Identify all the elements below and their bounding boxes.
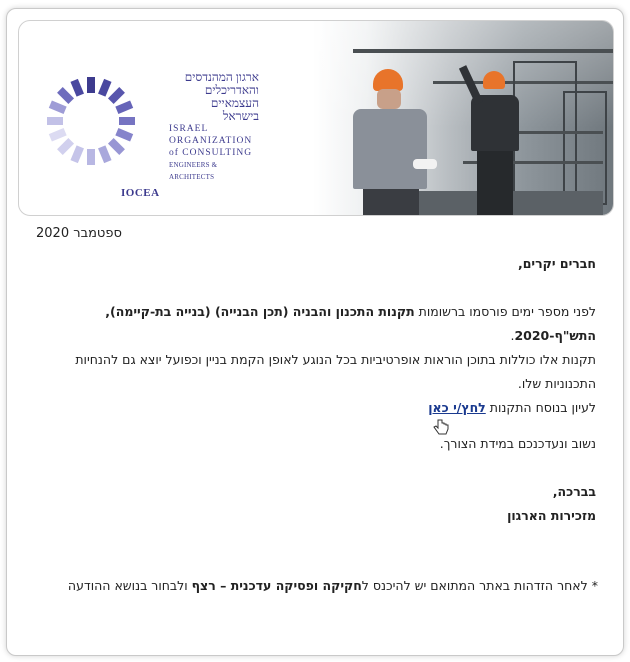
greeting: חברים יקרים, (517, 256, 596, 271)
logo-hebrew-line: ארגון המהנדסים (184, 70, 259, 84)
paragraph-text: לפני מספר ימים פורסמו ברשומות (414, 304, 596, 319)
paragraph-text: . (510, 328, 515, 343)
signoff-sender: מזכירות הארגון (507, 508, 596, 523)
worker-figure (463, 71, 533, 215)
paragraph-text: לעיון בנוסח התקנות (485, 400, 596, 415)
logo-hebrew-line: העצמאיים (210, 96, 259, 110)
signoff-greeting: בברכה, (552, 484, 596, 499)
header-banner (18, 20, 614, 216)
paragraph-regulations (36, 300, 596, 324)
paragraph-description: תקנות אלו כוללות בתוכן הוראות אופרטיביות בכל הנוגע לאופן הקמת בניין וכפועל יוצא גם להנחיות התכנוניות שלו. (75, 352, 596, 391)
footnote-text: ולבחור בנושא ההודעה (67, 578, 192, 593)
paragraph-update: נשוב ונעדכנכם במידת הצורך. (439, 436, 596, 451)
iocea-logo (41, 70, 259, 211)
paragraph-regulations-year (36, 324, 596, 348)
logo-wordmark (169, 71, 259, 183)
logo-hebrew-line: והאדריכלים (204, 83, 259, 97)
message-body (36, 252, 596, 528)
worker-figure (343, 69, 433, 215)
logo-hebrew-line: בישראל (222, 109, 259, 123)
footnote-star: * (587, 578, 598, 593)
logo-mark-icon (41, 71, 141, 171)
logo-english-line: of CONSULTING (169, 148, 253, 158)
logo-english-line: ORGANIZATION (169, 136, 253, 146)
hand-pointer-icon (432, 419, 450, 435)
message-date: ספטמבר 2020 (36, 226, 122, 241)
logo-english-line: ENGINEERS & ARCHITECTS (169, 161, 218, 181)
regulation-year: התש"ף-2020 (514, 328, 596, 343)
regulation-title: תקנות התכנון והבניה (תכן הבנייה) (בנייה בת-קיימה), (105, 304, 415, 319)
footnote-bold: חקיקה ופסיקה עדכנית – רצף (191, 578, 362, 593)
footnote (36, 578, 598, 593)
logo-acronym: IOCEA (121, 187, 160, 199)
footnote-text: לאחר הזדהות באתר המתואם יש להיכנס ל (361, 578, 588, 593)
regulations-link[interactable]: לחץ/י כאן (428, 400, 486, 415)
logo-english-line: ISRAEL (169, 124, 209, 134)
construction-photo (313, 21, 613, 215)
